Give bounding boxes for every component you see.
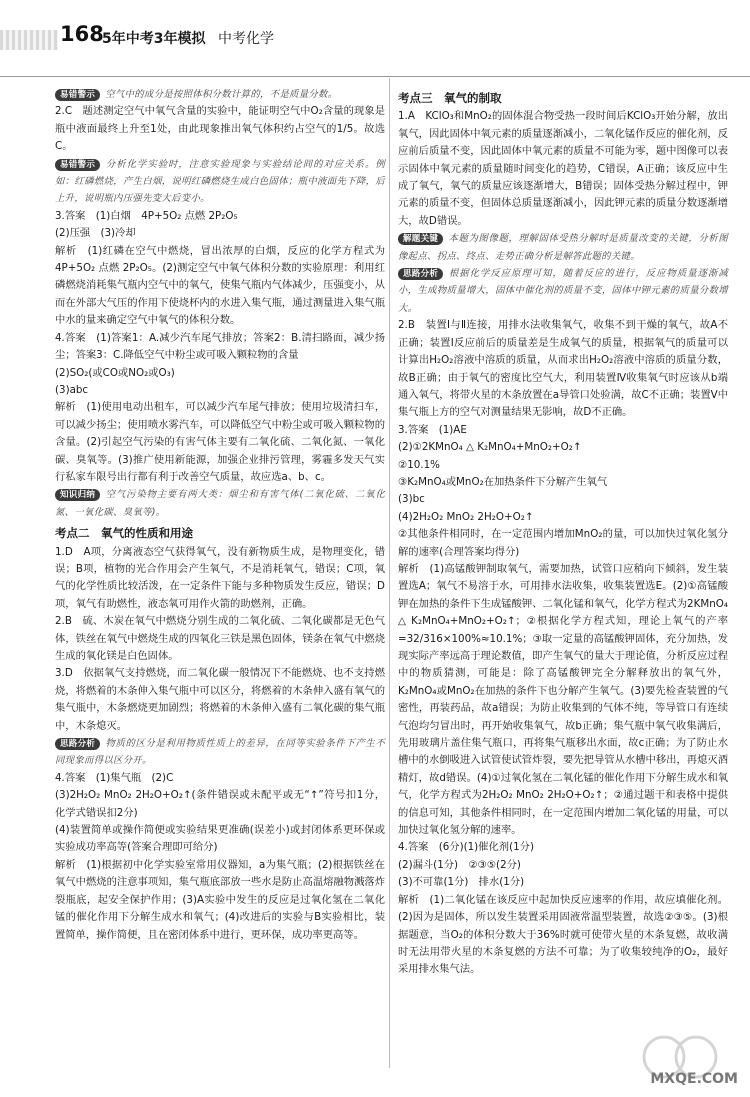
tip-text: 空气中的成分是按照体积分数计算的，不是质量分数。 (105, 89, 338, 100)
answer-paragraph: 解析 (1)红磷在空气中燃烧，冒出浓厚的白烟，反应的化学方程式为4P+5O₂ 点燃 2P₂O₅。(2)测定空气中氧气体积分数的实验原理：利用红磷燃烧消耗集气瓶内空气中的氧气，使集气瓶内气体减少，压强变小，从而在外部大气压的作用下使烧杯内的水进入集气瓶，通过测量进入集气瓶中水的量来确定空气中氧气的体积分数。 (55, 244, 385, 327)
answer-paragraph: 1.A KClO₃和MnO₂的固体混合物受热一段时间后KClO₃开始分解，放出氧气，因此固体中氧元素的质量逐渐减小，二氧化锰作反应的催化剂，反应前后质量不变，因此固体中氧元素的质量不可能为零，题中图像可以表示固体中氧元素的质量随时间变化的趋势，C错误，A正确；该反应中生成了氧气，氧气的质量应该逐渐增大，B错误；固体受热分解过程中，钾元素的质量不变，但固体总质量逐渐减小，因此钾元素的质量分数逐渐增大，故D错误。 (398, 110, 728, 227)
tip-badge: 思路分析 (55, 738, 100, 750)
book-title: 5年中考3年模拟 (102, 31, 206, 47)
answer-paragraph: (4)2H₂O₂ MnO₂ 2H₂O+O₂↑ (398, 510, 534, 523)
tip-badge: 知识归纳 (55, 489, 100, 501)
answer-paragraph: (2)SO₂(或CO或NO₂或O₃) (55, 366, 175, 379)
answer-paragraph: (3)abc (55, 383, 89, 396)
tip-text: 物质的区分是利用物质性质上的差异，在同等实验条件下产生不同现象而得以区分开。 (55, 738, 385, 767)
answer-paragraph: 2.B 装置Ⅰ与Ⅱ连接，用排水法收集氧气，收集不到干燥的氧气，故A不正确；装置Ⅰ反应前后的质量差是生成氧气的质量，根据氧气的质量可以计算出H₂O₂溶液中溶质的质量，从而求出H₂O₂溶液中溶质的质量分数，故B正确；由于氧气的密度比空气大，利用装置Ⅳ收集氧气时应该从b端通入氧气，将带火星的木条放置在a导管口处验满，故C不正确；装置Ⅴ中集气瓶上方的空气对测量结果无影响，故D不正确。 (398, 319, 728, 419)
answer-paragraph: ②10.1% (398, 458, 440, 471)
answer-paragraph: ③K₂MnO₄或MnO₂在加热条件下分解产生氧气 (398, 475, 608, 488)
tip-badge: 易错警示 (55, 89, 100, 101)
answer-paragraph: 解析 (1)使用电动出租车，可以减少汽车尾气排放；使用垃圾清扫车，可以减少扬尘；使用喷水雾汽车，可以降低空气中粉尘或可吸入颗粒物的含量。(2)引起空气污染的有害气体主要有二氧化硫、二氧化氮、一氧化碳、臭氧等。(3)推广使用新能源，加强企业排污管理，雾霾多发天气实行私家车限号出行都有利于改善空气质量，故应选a、b、c。 (55, 401, 385, 483)
answer-paragraph: 4.答案 (6分)(1)催化剂(1分) (398, 841, 534, 854)
answer-paragraph: 2.B 硫、木炭在氧气中燃烧分别生成的二氧化硫、二氧化碳都是无色气体，铁丝在氧气中燃烧生成的四氧化三铁是黑色固体，镁条在氧气中燃烧生成的氧化镁是白色固体。 (55, 615, 385, 662)
tip-box (55, 86, 385, 103)
answer-paragraph: (2)压强 (3)冷却 (55, 227, 136, 240)
column-divider (389, 78, 390, 1068)
answer-paragraph: 2.C 题述测定空气中氧气含量的实验中，能证明空气中O₂含量的现象是瓶中液面最终上升至1处，由此现象推出氧气体积约占空气的1/5。故选C。 (55, 105, 385, 153)
header-decoration (0, 30, 58, 50)
answer-paragraph: (3)2H₂O₂ MnO₂ 2H₂O+O₂↑(条件错误或未配平或无“↑”符号扣1分，化学式错误扣2分) (55, 789, 385, 819)
tip-box (55, 486, 385, 521)
answer-paragraph: 4.答案 (1)答案1：A.减少汽车尾气排放；答案2：B.清扫路面，减少扬尘；答案3：C.降低空气中粉尘或可吸入颗粒物的含量 (55, 331, 385, 362)
answer-paragraph: 1.D A项，分离液态空气获得氧气，没有新物质生成，是物理变化，错误；B项，植物的光合作用会产生氧气，不是消耗氧气，错误；C项，氧气的化学性质比较活泼，在一定条件下能与多种物质发生反应，错误；D项，氧气有助燃性，液态氧可用作火箭的助燃剂，正确。 (55, 545, 385, 610)
left-column (55, 86, 385, 944)
tip-box (398, 230, 728, 265)
tip-box (398, 265, 728, 317)
tip-badge: 易错警示 (55, 159, 100, 171)
answer-paragraph: 3.答案 (1)AE (398, 423, 467, 436)
answer-paragraph: (2)漏斗(1分) ②③⑤(2分) (398, 858, 521, 871)
page-header (0, 22, 750, 58)
tip-text: 空气污染物主要有两大类：烟尘和有害气体(二氧化硫、二氧化氮、一氧化碳、臭氧等)。 (55, 489, 385, 518)
tip-text: 本题为图像题，理解固体受热分解时是质量改变的关键，分析图像起点、拐点、终点、走势正确分析是解答此题的关键。 (398, 233, 728, 262)
answer-paragraph: 3.答案 (1)白烟 4P+5O₂ 点燃 2P₂O₅ (55, 209, 238, 222)
answer-paragraph: 3.D 依据氧气支持燃烧，而二氧化碳一般情况下不能燃烧、也不支持燃烧，将燃着的木条伸入集气瓶中可以区分，将燃着的木条伸入盛有氧气的集气瓶中，木条燃烧更加剧烈；将燃着的木条伸入盛有二氧化碳的集气瓶中，木条熄灭。 (55, 667, 385, 732)
tip-text: 分析化学实验时，注意实验现象与实验结论间的对应关系。例如：红磷燃烧，产生白烟，说明红磷燃烧生成白色固体；瓶中液面先下降，后上升，说明瓶内压强先变大后变小。 (55, 158, 385, 205)
answer-paragraph: (4)装置简单或操作简便或实验结果更准确(误差小)或封闭体系更环保或实验成功率高等(答案合理即可给分) (55, 824, 385, 854)
subject-label: 中考化学 (218, 31, 274, 47)
answer-paragraph: 解析 (1)高锰酸钾制取氧气，需要加热，试管口应稍向下倾斜，发生装置选A；氧气不易溶于水，可用排水法收集，收集装置选E。(2)①高锰酸钾在加热的条件下生成锰酸钾、二氧化锰和氧气，化学方程式为2KMnO₄ △ K₂MnO₄+MnO₂+O₂↑；②根据化学方程式知，理论上氧气的产率=32/316×100%≈10.1%；③取一定量的高锰酸钾固体，充分加热，发现实际产率远高于理论数值，即产生氧气的量大于理论值，分析反应过程中的物质猜测，可能是：除了高锰酸钾完全分解释放出的氧气外，K₂MnO₄或MnO₂在加热的条件下也分解产生氧气。(3)要先检查装置的气密性，再装药品，故a错误；为防止收集到的气体不纯，等导管口有连续气泡均匀冒出时，再开始收集氧气，故b正确；集气瓶中氧气收集满后，先用玻璃片盖住集气瓶口，再将集气瓶移出水面，故c正确；为了防止水槽中的水倒吸进入试管使试管炸裂，要先把导管从水槽中移出，再熄灭酒精灯，故d错误。(4)①过氧化氢在二氧化锰的催化作用下分解生成水和氧气，化学方程式为2H₂O₂ MnO₂ 2H₂O+O₂↑；②通过题干和表格中提供的信息可知，其他条件相同时，在一定范围内增加二氧化锰的用量，可以加快过氧化氢分解的速率。 (398, 562, 728, 837)
tip-badge: 解题关键 (398, 233, 443, 245)
section-heading: 考点三 氧气的制取 (398, 91, 502, 105)
answer-paragraph: (3)不可靠(1分) 排水(1分) (398, 876, 525, 889)
answer-paragraph: 解析 (1)二氧化锰在该反应中起加快反应速率的作用，故应填催化剂。(2)因为是固体，所以发生装置采用固液常温型装置，故选②③⑤。(3)根据题意，当O₂的体积分数大于36%时就可使带火星的木条复燃，故收满时无法用带火星的木条复燃的方法不可靠；为了收集较纯净的O₂，最好采用排水集气法。 (398, 893, 728, 976)
section-heading: 考点二 氧气的性质和用途 (55, 526, 193, 541)
tip-badge: 思路分析 (398, 268, 443, 280)
header-rule (0, 76, 750, 77)
page-number: 168 (60, 22, 104, 46)
tip-text: 根据化学反应原理可知，随着反应的进行，反应物质量逐渐减小，生成物质量增大，固体中催化剂的质量不变，固体中钾元素的质量分数增大。 (398, 268, 728, 314)
answer-paragraph: (2)①2KMnO₄ △ K₂MnO₄+MnO₂+O₂↑ (398, 441, 582, 454)
answer-paragraph: ②其他条件相同时，在一定范围内增加MnO₂的量，可以加快过氧化氢分解的速率(合理答案均得分) (398, 528, 728, 558)
right-column (398, 86, 728, 979)
answer-paragraph: 4.答案 (1)集气瓶 (2)C (55, 771, 174, 784)
tip-box (55, 156, 385, 208)
answer-paragraph: 解析 (1)根据初中化学实验室常用仪器知，a为集气瓶；(2)根据铁丝在氧气中燃烧的注意事项知，集气瓶底部放一些水是防止高温熔融物溅落炸裂瓶底，起安全保护作用；(3)A实验中发生的反应是过氧化氢在二氧化锰的催化作用下分解生成水和氧气；(4)改进后的实验与B实验相比，装置简单，操作简便，且在密闭体系中进行，更环保，成功率更高等。 (55, 858, 385, 941)
answer-paragraph: (3)bc (398, 493, 425, 506)
tip-box (55, 735, 385, 770)
watermark-text: MXQE.COM (650, 1071, 738, 1087)
